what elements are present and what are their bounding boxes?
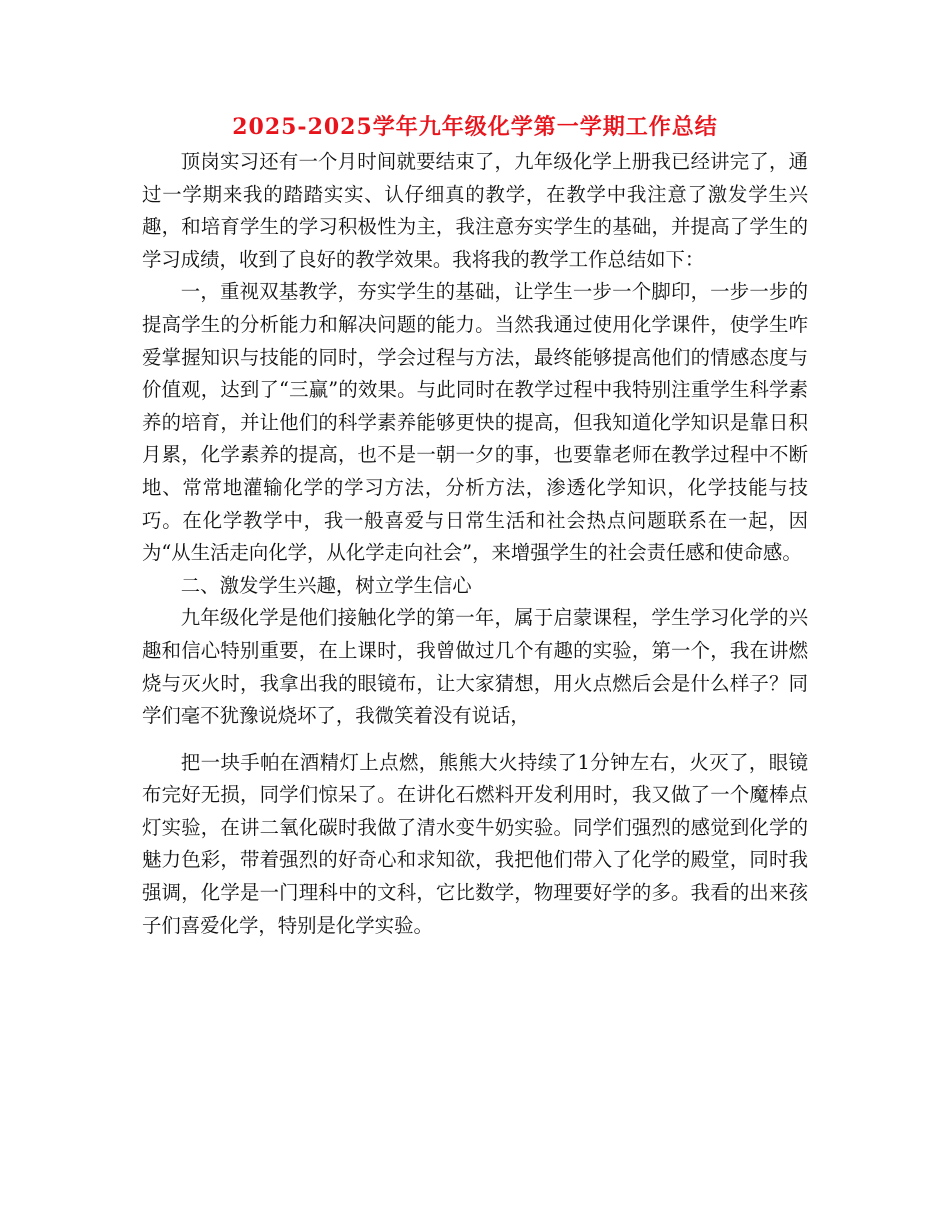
paragraph-intro: 顶岗实习还有一个月时间就要结束了，九年级化学上册我已经讲完了，通过一学期来我的踏踏实实、认仔细真的教学，在教学中我注意了激发学生兴趣，和培育学生的学习积极性为主，我注意夯实学生的基础，并提高了学生的学习成绩，收到了良好的教学效果。我将我的教学工作总结如下： bbox=[142, 150, 808, 271]
document-body bbox=[142, 146, 808, 942]
section-heading-2: 二、激发学生兴趣，树立学生信心 bbox=[180, 573, 472, 597]
paragraph-section-2: 九年级化学是他们接触化学的第一年，属于启蒙课程，学生学习化学的兴趣和信心特别重要，在上课时，我曾做过几个有趣的实验，第一个，我在讲燃烧与灭火时，我拿出我的眼镜布，让大家猜想，用火点燃后会是什么样子？同学们毫不犹豫说烧坏了，我微笑着没有说话， bbox=[142, 606, 808, 728]
document-title: 2025-2025学年九年级化学第一学期工作总结 bbox=[232, 114, 718, 140]
paragraph-section-2-continued: 把一块手帕在酒精灯上点燃，熊熊大火持续了1分钟左右，火灭了，眼镜布完好无损，同学们惊呆了。在讲化石燃料开发利用时，我又做了一个魔棒点灯实验，在讲二氧化碳时我做了清水变牛奶实验。同学们强烈的感觉到化学的魅力色彩，带着强烈的好奇心和求知欲，我把他们带入了化学的殿堂，同时我强调，化学是一门理科中的文科，它比数学，物理要好学的多。我看的出来孩子们喜爱化学，特别是化学实验。 bbox=[142, 750, 808, 937]
paragraph-section-1: 一，重视双基教学，夯实学生的基础，让学生一步一个脚印，一步一步的提高学生的分析能力和解决问题的能力。当然我通过使用化学课件，使学生咋爱掌握知识与技能的同时，学会过程与方法，最终能够提高他们的情感态度与价值观，达到了“三赢”的效果。与此同时在教学过程中我特别注重学生科学素养的培育，并让他们的科学素养能够更快的提高，但我知道化学知识是靠日积月累，化学素养的提高，也不是一朝一夕的事，也要靠老师在教学过程中不断地、常常地灌输化学的学习方法，分析方法，渗透化学知识，化学技能与技巧。在化学教学中，我一般喜爱与日常生活和社会热点问题联系在一起，因为“从生活走向化学，从化学走向社会”，来增强学生的社会责任感和使命感。 bbox=[142, 280, 808, 565]
